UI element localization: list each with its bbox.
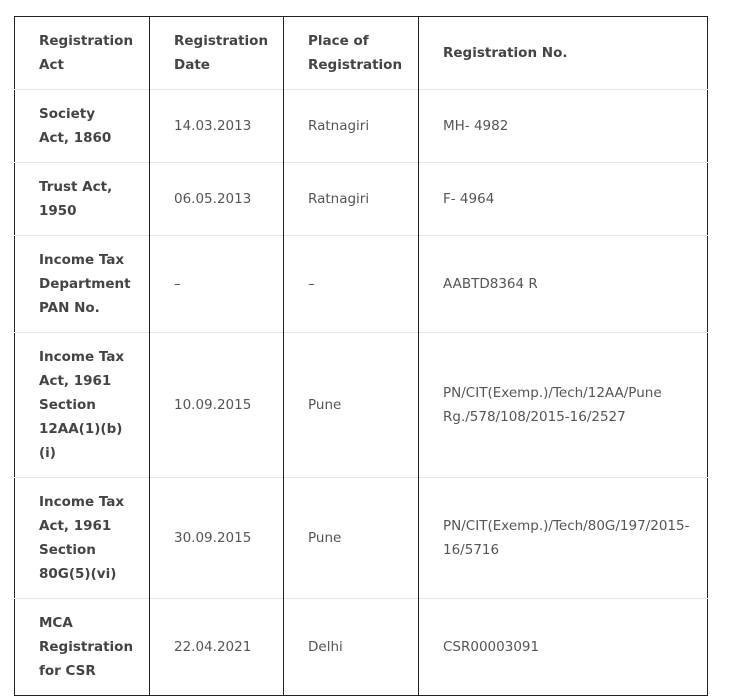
table-row [15,478,708,599]
table-row [15,236,708,333]
cell-registration-act: Society Act, 1860 [15,90,150,163]
cell-registration-date: 14.03.2013 [150,90,284,163]
cell-registration-no: PN/CIT(Exemp.)/Tech/12AA/Pune Rg./578/108/2015-16/2527 [419,333,708,478]
registration-table [14,16,708,696]
table-header-row [15,17,708,90]
table-row [15,599,708,696]
cell-registration-act: Income Tax Department PAN No. [15,236,150,333]
cell-place-of-registration: Ratnagiri [284,163,419,236]
cell-registration-act: Income Tax Act, 1961 Section 80G(5)(vi) [15,478,150,599]
cell-registration-no: F- 4964 [419,163,708,236]
table-row [15,90,708,163]
cell-registration-date: 22.04.2021 [150,599,284,696]
header-registration-date: Registration Date [150,17,284,90]
cell-registration-date: 30.09.2015 [150,478,284,599]
cell-registration-date: 10.09.2015 [150,333,284,478]
cell-place-of-registration: Delhi [284,599,419,696]
cell-place-of-registration: Ratnagiri [284,90,419,163]
cell-registration-no: CSR00003091 [419,599,708,696]
cell-registration-act: Trust Act, 1950 [15,163,150,236]
table-row [15,163,708,236]
cell-registration-no: MH- 4982 [419,90,708,163]
cell-registration-act: MCA Registration for CSR [15,599,150,696]
header-registration-no: Registration No. [443,45,568,61]
cell-registration-no: PN/CIT(Exemp.)/Tech/80G/197/2015-16/5716 [419,478,708,599]
cell-place-of-registration: – [284,236,419,333]
cell-registration-no: AABTD8364 R [419,236,708,333]
cell-place-of-registration: Pune [284,478,419,599]
cell-registration-act: Income Tax Act, 1961 Section 12AA(1)(b)(i) [15,333,150,478]
header-place-of-registration: Place of Registration [284,17,419,90]
table-row [15,333,708,478]
header-registration-act: Registration Act [15,17,150,90]
cell-place-of-registration: Pune [284,333,419,478]
cell-registration-date: – [150,236,284,333]
cell-registration-date: 06.05.2013 [150,163,284,236]
